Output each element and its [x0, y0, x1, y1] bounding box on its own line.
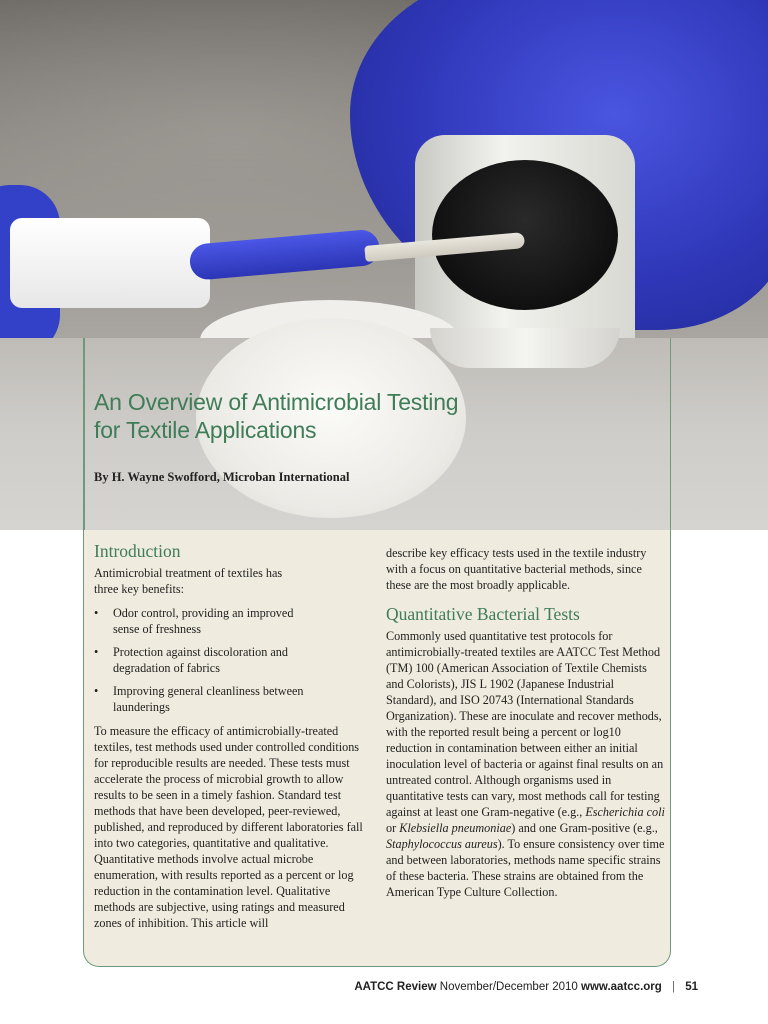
benefit-text: Protection against discoloration and degradation of fabrics — [113, 645, 288, 675]
page-footer — [354, 981, 698, 993]
bullet-icon: • — [94, 645, 99, 659]
page-number: 51 — [685, 981, 698, 993]
organism-name: Staphylococcus aureus — [386, 837, 498, 851]
quantitative-text: ). To ensure consistency over time and between laboratories, methods name specific strains of these bacteria. These strains are obtained from the American Type Culture Collection. — [386, 837, 665, 899]
sample-cup-contents — [432, 160, 618, 310]
benefits-list — [94, 605, 366, 715]
column-right — [386, 545, 666, 900]
article-title — [94, 388, 564, 444]
bullet-icon: • — [94, 606, 99, 620]
list-item — [94, 605, 318, 637]
introduction-lead: Antimicrobial treatment of textiles has three key benefits: — [94, 566, 283, 596]
introduction-heading: Introduction — [94, 541, 181, 561]
article-title-line2: for Textile Applications — [94, 417, 317, 443]
introduction-continuation: describe key efficacy tests used in the textile industry with a focus on quantitative bacterial methods, since these are the most broadly applicable. — [386, 546, 647, 592]
panel-border-left — [83, 338, 85, 530]
website-link[interactable]: www.aatcc.org — [581, 981, 662, 993]
organism-name: Escherichia coli — [585, 805, 665, 819]
quantitative-text: ) and one Gram-positive (e.g., — [511, 821, 658, 835]
byline: By H. Wayne Swofford, Microban International — [94, 470, 350, 484]
benefit-text: Odor control, providing an improved sense of freshness — [113, 606, 294, 636]
quantitative-text: or — [386, 821, 400, 835]
column-left — [94, 540, 366, 931]
introduction-body: To measure the efficacy of antimicrobially-treated textiles, test methods used under controlled conditions for reproducible results are needed. These tests must accelerate the process of microbial growth to allow results to be seen in a timely fashion. Standard test methods that have been developed, peer-reviewed, published, and reproduced by different laboratories fall into two categories, quantitative and qualitative. Quantitative methods involve actual microbe enumeration, with results reported as a percent or log reduction in the contamination level. Qualitative methods are subjective, using ratings and measured zones of inhibition. This article will — [94, 724, 363, 930]
organism-name: Klebsiella pneumoniae — [399, 821, 512, 835]
quantitative-heading: Quantitative Bacterial Tests — [386, 604, 580, 624]
quantitative-body — [386, 628, 666, 900]
panel-border-right — [670, 338, 672, 530]
footer-separator: | — [672, 981, 675, 993]
article-title-line1: An Overview of Antimicrobial Testing — [94, 389, 459, 415]
list-item — [94, 683, 318, 715]
list-item — [94, 644, 318, 676]
pipette-body — [10, 218, 210, 308]
quantitative-text: Commonly used quantitative test protocols for antimicrobially-treated textiles are AATCC Test Method (TM) 100 (American Association of Textile Chemists and Colorists), JIS L 1902 (Japanese Industrial Standard), and ISO 20743 (International Standards Organization). These are inoculate and recover methods, with the reported result being a percent or log10 reduction in contamination between either an initial inoculation level of bacteria or against final results on an untreated control. Although organisms used in quantitative tests can vary, most methods call for testing against at least one Gram-negative (e.g., — [386, 629, 664, 819]
bullet-icon: • — [94, 684, 99, 698]
publication-name: AATCC Review — [354, 981, 437, 993]
lab-photo — [0, 0, 768, 338]
benefit-text: Improving general cleanliness between launderings — [113, 684, 304, 714]
sample-cup-base — [430, 328, 620, 368]
issue-date: November/December 2010 — [439, 981, 578, 993]
